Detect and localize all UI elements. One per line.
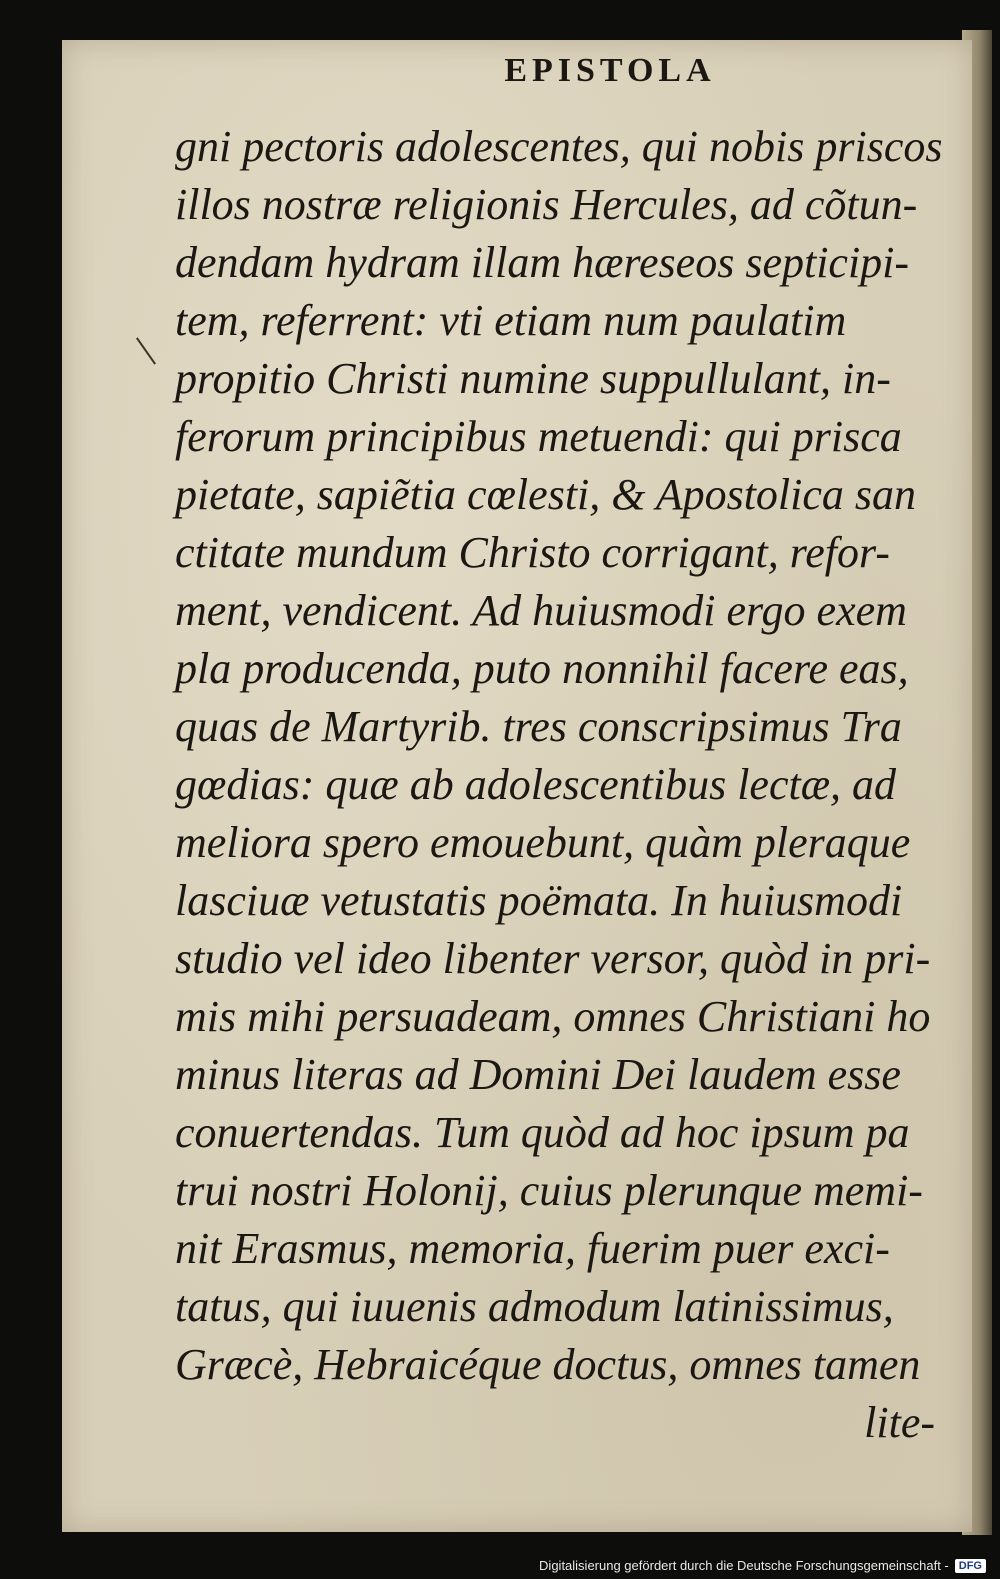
text-line: trui nostri Holonij, cuius plerunque memi-: [175, 1166, 923, 1215]
text-line: dendam hydram illam hæreseos septicipi-: [175, 238, 910, 287]
text-line: lasciuæ vetustatis poëmata. In huiusmodi: [175, 876, 903, 925]
credit-text: Digitalisierung gefördert durch die Deutsche Forschungsgemeinschaft -: [539, 1558, 949, 1573]
text-line: nit Erasmus, memoria, fuerim puer exci-: [175, 1224, 890, 1273]
text-line: ferorum principibus metuendi: qui prisca: [175, 412, 902, 461]
text-line: ment, vendicent. Ad huiusmodi ergo exem: [175, 586, 907, 635]
text-line: pla producenda, puto nonnihil facere eas,: [175, 644, 909, 693]
text-line: mis mihi persuadeam, omnes Christiani ho: [175, 992, 931, 1041]
text-line: illos nostræ religionis Hercules, ad cõtun-: [175, 180, 918, 229]
text-line: conuertendas. Tum quòd ad hoc ipsum pa: [175, 1108, 910, 1157]
text-line: tatus, qui iuuenis admodum latinissimus,: [175, 1282, 894, 1331]
text-line: ctitate mundum Christo corrigant, refor-: [175, 528, 890, 577]
body-text: [175, 118, 965, 1452]
text-line: gœdias: quæ ab adolescentibus lectæ, ad: [175, 760, 897, 809]
dfg-logo-icon: DFG: [955, 1559, 986, 1573]
text-line: pietate, sapiẽtia cœlesti, & Apostolica san: [175, 470, 917, 519]
text-line: studio vel ideo libenter versor, quòd in pri-: [175, 934, 931, 983]
text-line: Græcè, Hebraicéque doctus, omnes tamen: [175, 1340, 921, 1389]
text-line: gni pectoris adolescentes, qui nobis priscos: [175, 122, 943, 171]
text-line: minus literas ad Domini Dei laudem esse: [175, 1050, 901, 1099]
catchword: lite-: [864, 1398, 935, 1447]
running-title: EPISTOLA: [504, 52, 716, 89]
text-line: meliora spero emouebunt, quàm pleraque: [175, 818, 911, 867]
digitization-credit: [539, 1558, 986, 1573]
text-line: tem, referrent: vti etiam num paulatim: [175, 296, 847, 345]
text-line: propitio Christi numine suppullulant, in-: [175, 354, 891, 403]
text-line: quas de Martyrib. tres conscripsimus Tra: [175, 702, 902, 751]
